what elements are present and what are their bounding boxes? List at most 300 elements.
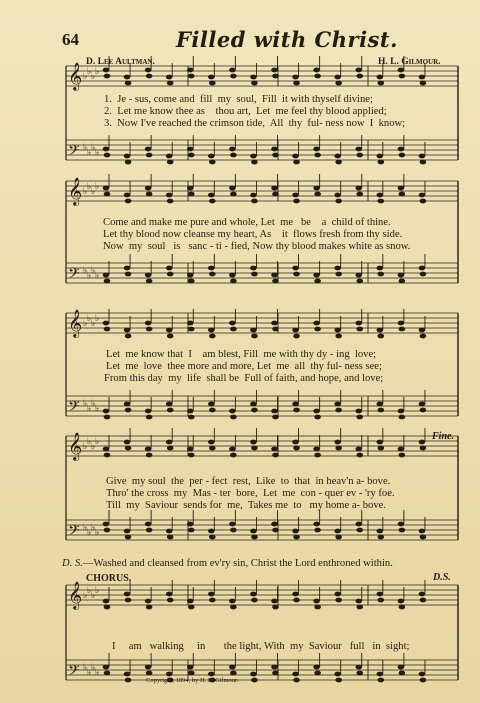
note-head [145,447,152,452]
note-head [145,273,152,278]
note-head [355,665,362,670]
chorus-lyric: I am walking in the light, With my Saviour full in sight; [112,641,410,652]
note-head [293,446,300,451]
note-head [208,193,215,198]
flat-icon: ♭ [83,441,88,451]
note-head [250,672,257,677]
treble-clef-icon: 𝄞 [68,432,83,460]
note-head [314,279,321,284]
note-head [209,81,216,86]
note-head [377,529,384,534]
note-head [188,415,195,420]
note-head [334,402,341,407]
treble-clef-icon: 𝄞 [68,309,83,337]
flat-icon: ♭ [91,186,96,196]
note-head [272,605,279,610]
note-head [230,279,237,284]
note-head [209,334,216,339]
note-head [103,447,110,452]
note-head [124,672,131,677]
note-head [166,154,173,159]
note-head [377,402,384,407]
note-head [398,665,405,670]
note-head [314,453,321,458]
note-head [314,74,321,79]
note-head [356,192,363,197]
note-head [229,186,236,191]
note-head [167,160,174,165]
note-head [124,75,131,80]
note-head [377,328,384,333]
note-head [292,440,299,445]
note-head [251,199,258,204]
note-head [398,599,405,604]
note-head [335,334,342,339]
treble-clef-icon: 𝄞 [68,177,83,205]
flat-icon: ♭ [95,270,100,280]
bass-clef-icon: 𝄢 [68,522,80,543]
note-head [209,199,216,204]
note-head [208,75,215,80]
note-head [188,327,195,332]
note-head [104,528,111,533]
note-head [166,75,173,80]
note-head [335,272,342,277]
flat-icon: ♭ [95,313,100,323]
note-head [420,160,427,165]
note-head [146,605,153,610]
note-head [334,672,341,677]
note-head [419,193,426,198]
note-head [292,154,299,159]
note-head [124,440,131,445]
note-head [208,592,215,597]
note-head [378,272,385,277]
flat-icon: ♭ [91,265,96,275]
flat-icon: ♭ [87,585,92,595]
note-head [124,592,131,597]
flat-icon: ♭ [95,403,100,413]
note-head [230,453,237,458]
note-head [188,605,195,610]
note-head [208,440,215,445]
note-head [377,266,384,271]
note-head [104,192,111,197]
note-head [167,334,174,339]
note-head [419,440,426,445]
note-head [399,671,406,676]
note-head [292,592,299,597]
note-head [103,522,110,527]
note-head [125,272,132,277]
note-head [419,75,426,80]
note-head [188,192,195,197]
note-head [104,153,111,158]
note-head [271,68,278,73]
note-head [188,453,195,458]
note-head [208,529,215,534]
note-head [356,528,363,533]
note-head [167,535,174,540]
note-head [334,266,341,271]
note-head [124,154,131,159]
flat-icon: ♭ [83,142,88,152]
note-head [335,160,342,165]
note-head [229,665,236,670]
note-head [335,598,342,603]
bass-clef-icon: 𝄢 [68,142,80,163]
verse-2-line-4: Thro' the cross my Mas - ter bore, Let me con - quer ev - 'ry foe. [106,488,395,499]
note-head [104,327,111,332]
note-head [146,279,153,284]
note-head [399,453,406,458]
note-head [167,199,174,204]
ds-mark: D.S. [433,572,451,583]
note-head [230,605,237,610]
note-head [251,160,258,165]
flat-icon: ♭ [87,66,92,76]
note-head [355,447,362,452]
note-head [420,199,427,204]
note-head [145,68,152,73]
note-head [398,522,405,527]
note-head [251,678,258,683]
note-head [250,529,257,534]
note-head [188,528,195,533]
note-head [229,522,236,527]
note-head [293,598,300,603]
note-head [146,192,153,197]
note-head [419,266,426,271]
note-head [377,440,384,445]
note-head [103,665,110,670]
note-head [293,160,300,165]
note-head [355,68,362,73]
note-head [166,402,173,407]
note-head [167,81,174,86]
note-head [419,154,426,159]
flat-icon: ♭ [87,147,92,157]
note-head [208,328,215,333]
note-head [209,272,216,277]
note-head [314,671,321,676]
note-head [399,327,406,332]
note-head [377,592,384,597]
note-head [420,598,427,603]
note-head [377,672,384,677]
flat-icon: ♭ [91,662,96,672]
flat-icon: ♭ [95,181,100,191]
note-head [103,273,110,278]
note-head [398,147,405,152]
composer-credit: H. L. Gilmour. [378,57,441,67]
note-head [399,192,406,197]
note-head [188,74,195,79]
note-head [229,447,236,452]
note-head [419,529,426,534]
treble-clef-icon: 𝄞 [68,581,83,609]
note-head [167,598,174,603]
note-head [104,74,111,79]
note-head [229,147,236,152]
flat-icon: ♭ [91,398,96,408]
flat-icon: ♭ [87,403,92,413]
note-head [208,402,215,407]
note-head [335,81,342,86]
note-head [146,415,153,420]
note-head [293,199,300,204]
note-head [293,272,300,277]
note-head [419,672,426,677]
note-head [399,605,406,610]
note-head [293,678,300,683]
note-head [355,186,362,191]
note-head [378,160,385,165]
flat-icon: ♭ [95,527,100,537]
verse-3-line-1: 3. Now I've reached the crimson tide, All thy ful- ness now I know; [104,118,406,129]
bass-clef-icon: 𝄢 [68,265,80,286]
note-head [419,402,426,407]
note-head [355,273,362,278]
flat-icon: ♭ [91,142,96,152]
note-head [378,678,385,683]
note-head [399,528,406,533]
note-head [250,75,257,80]
verse-1-line-4: Give my soul the per - fect rest, Like to that in heav'n a- bove. [106,476,391,487]
chorus-label: CHORUS. [86,573,132,584]
note-head [104,605,111,610]
note-head [125,535,132,540]
note-head [208,154,215,159]
note-head [124,193,131,198]
note-head [124,328,131,333]
note-head [209,446,216,451]
flat-icon: ♭ [95,147,100,157]
note-head [334,440,341,445]
note-head [313,321,320,326]
note-head [271,522,278,527]
note-head [103,321,110,326]
note-head [292,75,299,80]
note-head [420,678,427,683]
note-head [250,402,257,407]
flat-icon: ♭ [91,71,96,81]
note-head [251,272,258,277]
note-head [166,672,173,677]
note-head [292,529,299,534]
lyricist-credit: D. Lee Aultman. [86,57,155,67]
note-head [399,279,406,284]
note-head [166,266,173,271]
note-head [313,665,320,670]
flat-icon: ♭ [95,585,100,595]
dal-segno-text: —Washed and cleansed from ev'ry sin, Christ the Lord enthroned within. [82,558,393,569]
note-head [103,409,110,414]
note-head [166,529,173,534]
flat-icon: ♭ [95,436,100,446]
note-head [292,193,299,198]
note-head [250,193,257,198]
note-head [188,153,195,158]
note-head [146,327,153,332]
note-head [166,193,173,198]
note-head [314,327,321,332]
note-head [356,327,363,332]
note-head [271,447,278,452]
note-head [146,528,153,533]
verse-3-line-3: From this day my life shall be Full of faith, and hope, and love; [104,373,384,384]
flat-icon: ♭ [83,398,88,408]
note-head [124,529,131,534]
note-head [420,272,427,277]
flat-icon: ♭ [87,436,92,446]
note-head [166,592,173,597]
note-head [251,408,258,413]
note-head [355,522,362,527]
note-head [166,328,173,333]
flat-icon: ♭ [83,522,88,532]
note-head [292,402,299,407]
note-head [378,446,385,451]
note-head [229,321,236,326]
note-head [145,409,152,414]
note-head [419,592,426,597]
note-head [314,192,321,197]
note-head [251,81,258,86]
note-head [356,605,363,610]
note-head [398,321,405,326]
note-head [230,327,237,332]
note-head [104,279,111,284]
flat-icon: ♭ [91,318,96,328]
note-head [103,68,110,73]
note-head [208,672,215,677]
note-head [356,453,363,458]
note-head [378,598,385,603]
note-head [146,671,153,676]
note-head [313,273,320,278]
note-head [355,599,362,604]
note-head [167,408,174,413]
flat-icon: ♭ [87,270,92,280]
note-head [229,409,236,414]
flat-icon: ♭ [91,590,96,600]
note-head [314,415,321,420]
note-head [251,446,258,451]
note-head [271,409,278,414]
note-head [420,334,427,339]
note-head [292,266,299,271]
note-head [209,408,216,413]
note-head [229,273,236,278]
note-head [125,81,132,86]
note-head [378,199,385,204]
note-head [398,409,405,414]
flat-icon: ♭ [95,667,100,677]
note-head [167,272,174,277]
note-head [104,415,111,420]
note-head [293,408,300,413]
note-head [313,599,320,604]
note-head [314,153,321,158]
note-head [335,446,342,451]
note-head [314,528,321,533]
note-head [420,81,427,86]
note-head [356,671,363,676]
note-head [146,153,153,158]
note-head [103,186,110,191]
flat-icon: ♭ [87,181,92,191]
note-head [356,74,363,79]
note-head [377,193,384,198]
note-head [334,193,341,198]
note-head [229,599,236,604]
note-head [334,75,341,80]
note-head [356,279,363,284]
note-head [145,186,152,191]
bass-clef-icon: 𝄢 [68,662,80,683]
verse-1-line-2: Come and make me pure and whole, Let me be a child of thine. [103,217,391,228]
note-head [378,408,385,413]
note-head [230,192,237,197]
note-head [230,671,237,676]
note-head [124,266,131,271]
note-head [125,199,132,204]
note-head [334,328,341,333]
note-head [334,529,341,534]
note-head [399,415,406,420]
note-head [145,321,152,326]
note-head [145,665,152,670]
note-head [334,592,341,597]
bass-clef-icon: 𝄢 [68,398,80,419]
verse-3-line-2: Now my soul is sanc - ti - fied, Now thy blood makes white as snow. [103,241,411,252]
note-head [378,535,385,540]
note-head [355,147,362,152]
flat-icon: ♭ [91,522,96,532]
note-head [145,522,152,527]
note-head [104,671,111,676]
note-head [313,147,320,152]
note-head [229,68,236,73]
note-head [125,598,132,603]
note-head [146,74,153,79]
note-head [125,408,132,413]
note-head [250,328,257,333]
note-head [420,446,427,451]
note-head [104,453,111,458]
dal-segno-line [62,558,393,569]
flat-icon: ♭ [83,265,88,275]
hymn-title: Filled with Christ. [176,27,398,52]
note-head [378,334,385,339]
note-head [125,446,132,451]
note-head [356,153,363,158]
note-head [398,447,405,452]
verse-1-line-1: 1. Je - sus, come and fill my soul, Fill it with thyself divine; [104,94,373,105]
note-head [271,599,278,604]
note-head [399,74,406,79]
flat-icon: ♭ [83,186,88,196]
verse-2-line-3: Let me love thee more and more, Let me all thy ful- ness see; [106,361,382,372]
verse-2-line-1: 2. Let me know thee as thou art, Let me feel thy blood applied; [104,106,387,117]
note-head [209,535,216,540]
fine-mark: Fine. [432,431,454,442]
note-head [399,153,406,158]
page-number: 64 [62,30,79,49]
note-head [335,535,342,540]
dal-segno-label: D. S. [62,558,83,569]
